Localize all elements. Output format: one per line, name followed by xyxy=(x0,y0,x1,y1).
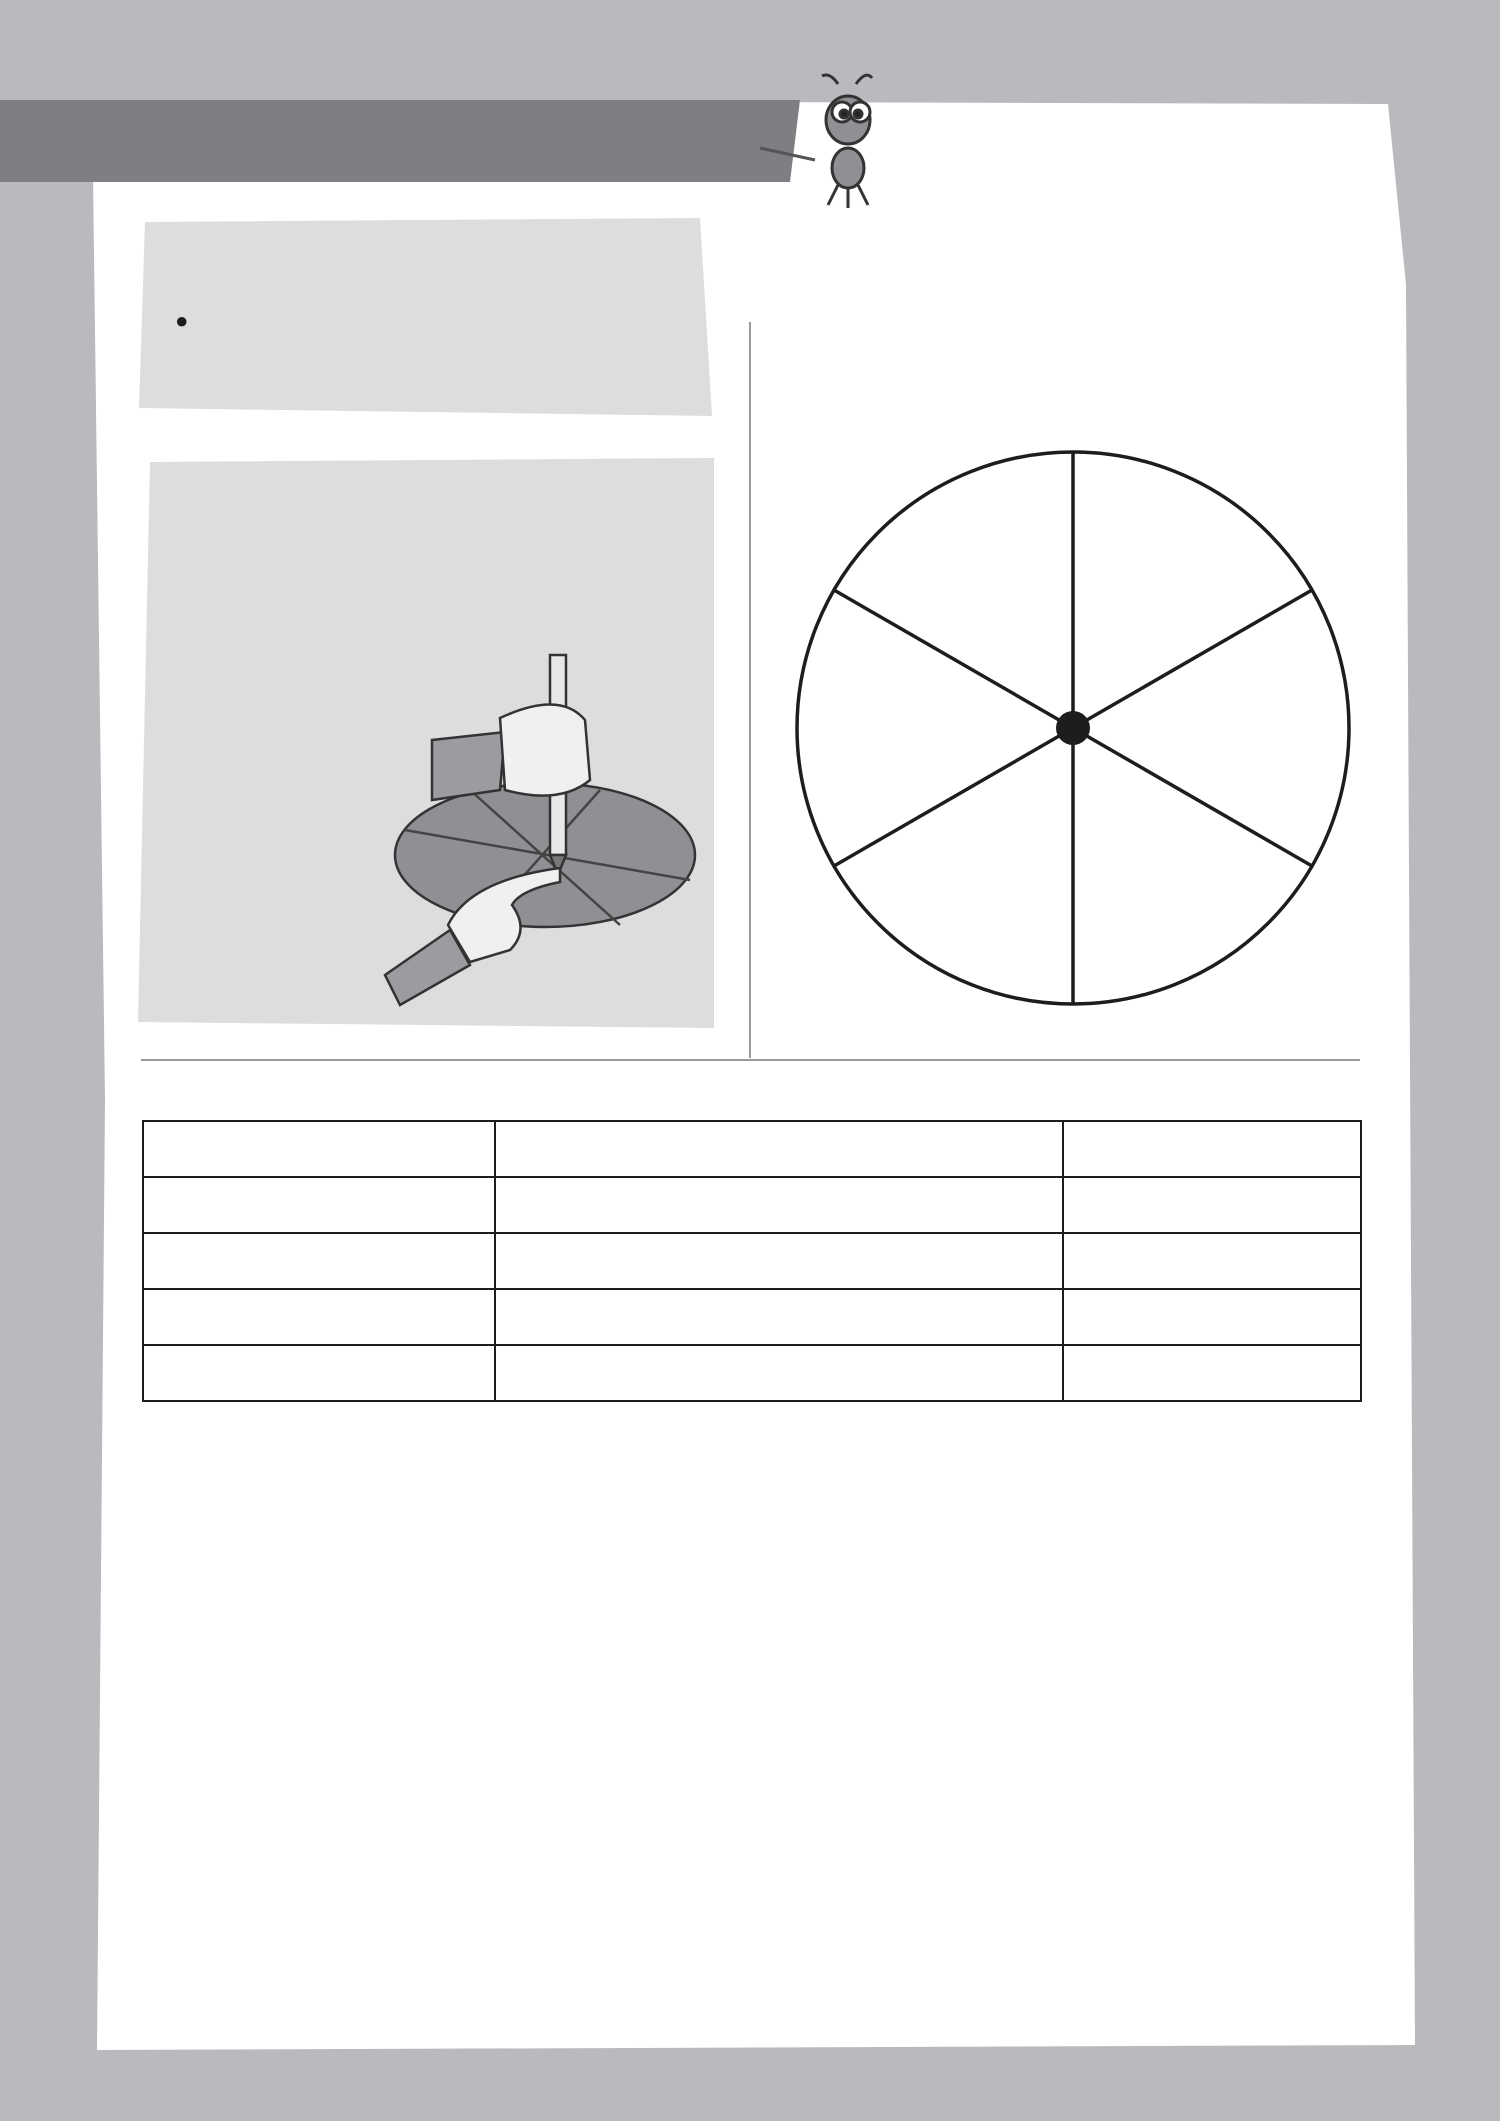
spinner-centre xyxy=(1056,711,1090,745)
coin-cell xyxy=(143,1177,495,1233)
how-to-box xyxy=(138,458,714,1028)
tally-cell[interactable] xyxy=(495,1289,1063,1345)
table-row xyxy=(143,1289,1361,1345)
frequency-cell[interactable] xyxy=(1063,1289,1361,1345)
tally-cell[interactable] xyxy=(495,1177,1063,1233)
frequency-column-header xyxy=(1063,1121,1361,1177)
table-header-row xyxy=(143,1121,1361,1177)
tally-column-header xyxy=(495,1121,1063,1177)
tally-table xyxy=(142,1120,1362,1402)
table-row xyxy=(143,1345,1361,1401)
tally-cell[interactable] xyxy=(495,1233,1063,1289)
bullet-icon: • xyxy=(172,303,192,342)
frequency-cell[interactable] xyxy=(1063,1177,1361,1233)
frequency-cell[interactable] xyxy=(1063,1345,1361,1401)
coin-cell xyxy=(143,1345,495,1401)
you-will-need-box xyxy=(139,218,712,416)
table-row xyxy=(143,1177,1361,1233)
table-row xyxy=(143,1233,1361,1289)
coin-cell xyxy=(143,1233,495,1289)
tally-cell[interactable] xyxy=(495,1345,1063,1401)
coin-column-header xyxy=(143,1121,495,1177)
coin-cell xyxy=(143,1289,495,1345)
title-banner xyxy=(0,100,800,182)
frequency-cell[interactable] xyxy=(1063,1233,1361,1289)
